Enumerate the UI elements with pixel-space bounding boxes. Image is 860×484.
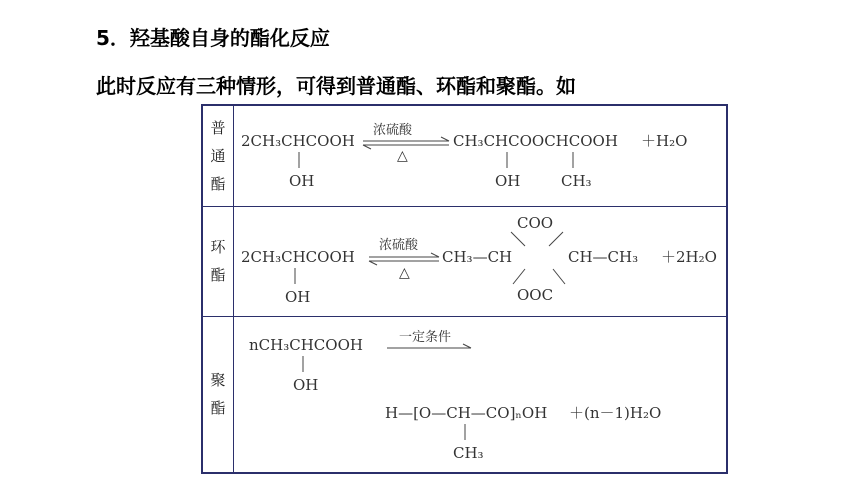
ring-bottom-group: OOC [517,286,554,304]
table-row-ordinary-ester [203,106,726,207]
hydroxyl-group: OH [289,172,315,190]
table-row-cyclic-ester [203,206,726,317]
reactant-formula: 2CH₃CHCOOH [241,132,355,150]
water-byproduct: ＋H₂O [641,132,688,150]
row-label-char: 酯 [210,399,226,417]
row-label-char: 酯 [210,175,226,193]
ring-bond [513,269,525,284]
reaction-table [201,104,728,474]
water-byproduct: ＋(n－1)H₂O [569,404,662,422]
heat-symbol: △ [399,265,410,281]
water-byproduct: ＋2H₂O [661,248,717,266]
ring-top-group: COO [517,214,554,232]
polyester-equation [235,316,725,472]
row-label-ordinary-ester [203,106,234,206]
cyclic-ester-equation [235,206,725,316]
hydroxyl-group: OH [293,376,319,394]
heat-symbol: △ [397,148,408,164]
methyl-group: CH₃ [561,172,592,190]
row-label-polyester [203,316,234,472]
hydroxyl-group: OH [285,288,311,306]
product-formula: CH₃CHCOOCHCOOH [453,132,618,150]
ring-right-group: CH—CH₃ [568,248,639,266]
methyl-group: CH₃ [453,444,484,462]
ordinary-ester-equation [235,106,725,206]
row-label-cyclic-ester [203,206,234,316]
row-label-char: 通 [210,147,226,165]
catalyst-label: 浓硫酸 [379,238,419,253]
ring-bond [549,232,563,246]
intro-text: 此时反应有三种情形，可得到普通酯、环酯和聚酯。如 [96,74,576,98]
row-label-char: 聚 [210,371,226,389]
reactant-formula: nCH₃CHCOOH [249,336,363,354]
product-formula: H—[O—CH—CO]ₙOH [385,404,548,422]
table-row-polyester [203,316,726,472]
row-label-char: 环 [210,238,226,256]
reactant-formula: 2CH₃CHCOOH [241,248,355,266]
row-label-char: 普 [210,119,226,137]
ring-bond [553,269,565,284]
hydroxyl-group: OH [495,172,521,190]
condition-label: 一定条件 [399,330,452,345]
ring-bond [511,232,525,246]
section-heading: 5．羟基酸自身的酯化反应 [96,26,330,50]
catalyst-label: 浓硫酸 [373,123,413,138]
ring-left-group: CH₃—CH [442,248,513,266]
row-label-char: 酯 [210,266,226,284]
